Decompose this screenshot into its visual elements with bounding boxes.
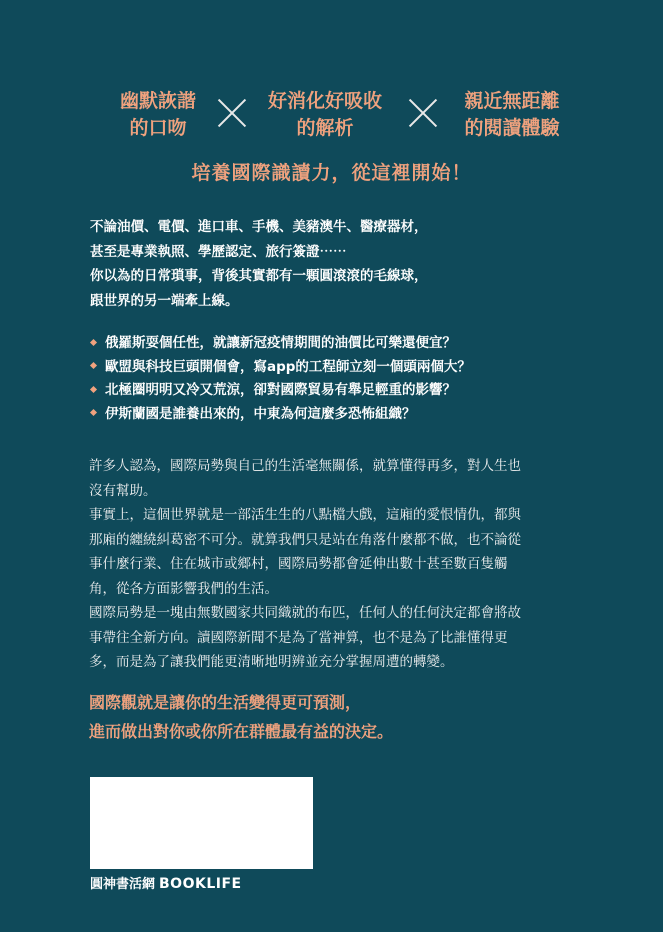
list-item [88,403,608,427]
intro-line: 不論油價、電價、進口車、手機、美豬澳牛、醫療器材， [90,219,428,235]
feature-tag-line: 的閱讀體驗 [464,117,560,139]
diamond-bullet-icon [90,385,97,392]
list-item [88,332,608,356]
feature-tag-line: 的解析 [296,117,354,139]
list-item-text: 俄羅斯耍個任性，就讓新冠疫情期間的油價比可樂還便宜？ [105,335,456,351]
closing-line: 進而做出對你或你所在群體最有益的決定。 [89,722,394,741]
intro-line: 你以為的日常瑣事，背後其實都有一顆圓滾滾的毛線球， [90,268,428,284]
intro-paragraph [90,215,590,313]
question-list [88,332,608,426]
feature-tag-line: 幽默詼諧 [119,90,196,112]
body-paragraphs [89,454,584,675]
diamond-bullet-icon [90,362,97,369]
diamond-bullet-icon [90,338,97,345]
feature-tags [0,88,663,148]
intro-line: 跟世界的另一端牽上線。 [90,292,239,309]
publisher-logo [90,873,242,893]
barcode-area [90,777,313,869]
body-line: 角，從各方面影響我們的生活。 [89,580,278,597]
publisher-name-en: BOOKLIFE [159,876,242,892]
list-item-text: 伊斯蘭國是誰養出來的，中東為何這麼多恐怖組織？ [105,405,416,422]
feature-tag-line: 的口吻 [129,117,187,139]
body-line: 許多人認為，國際局勢與自己的生活毫無關係，就算懂得再多，對人生也 [89,458,521,474]
list-item [88,379,608,403]
list-item-text: 北極圈明明又冷又荒涼，卻對國際貿易有舉足輕重的影響？ [105,382,456,398]
body-line: 事帶往全新方向。讀國際新聞不是為了當神算，也不是為了比誰懂得更 [89,629,508,646]
diamond-bullet-icon [90,409,97,416]
closing-line: 國際觀就是讓你的生活變得更可預測， [89,693,362,712]
headline: 培養國際識讀力，從這裡開始！ [191,162,472,184]
body-line: 國際局勢是一塊由無數國家共同織就的布匹，任何人的任何決定都會將故 [89,605,521,621]
times-icon [408,98,438,128]
feature-tag-approachable [437,88,587,142]
times-icon [217,98,247,128]
body-line: 多，而是為了讓我們能更清晰地明辨並充分掌握周遭的轉變。 [89,654,454,670]
body-line: 那廂的纏繞糾葛密不可分。就算我們只是站在角落什麼都不做，也不論從 [89,531,521,548]
body-line: 事實上，這個世界就是一部活生生的八點檔大戲，這廂的愛恨情仇，都與 [89,507,521,523]
feature-tag-line: 好消化好吸收 [267,90,382,112]
feature-tag-digestible [250,88,400,142]
closing-statement [89,688,589,746]
list-item [88,356,608,380]
publisher-name-zh: 圓神書活網 [90,877,156,892]
body-line: 事什麼行業、住在城市或鄉村，國際局勢都會延伸出數十甚至數百隻觸 [89,556,508,572]
intro-line: 甚至是專業執照、學歷認定、旅行簽證⋯⋯ [90,243,347,260]
feature-tag-line: 親近無距離 [464,90,560,112]
feature-tag-humor [83,88,233,142]
body-line: 沒有幫助。 [89,482,157,499]
list-item-text: 歐盟與科技巨頭開個會，寫app的工程師立刻一個頭兩個大？ [105,358,471,375]
